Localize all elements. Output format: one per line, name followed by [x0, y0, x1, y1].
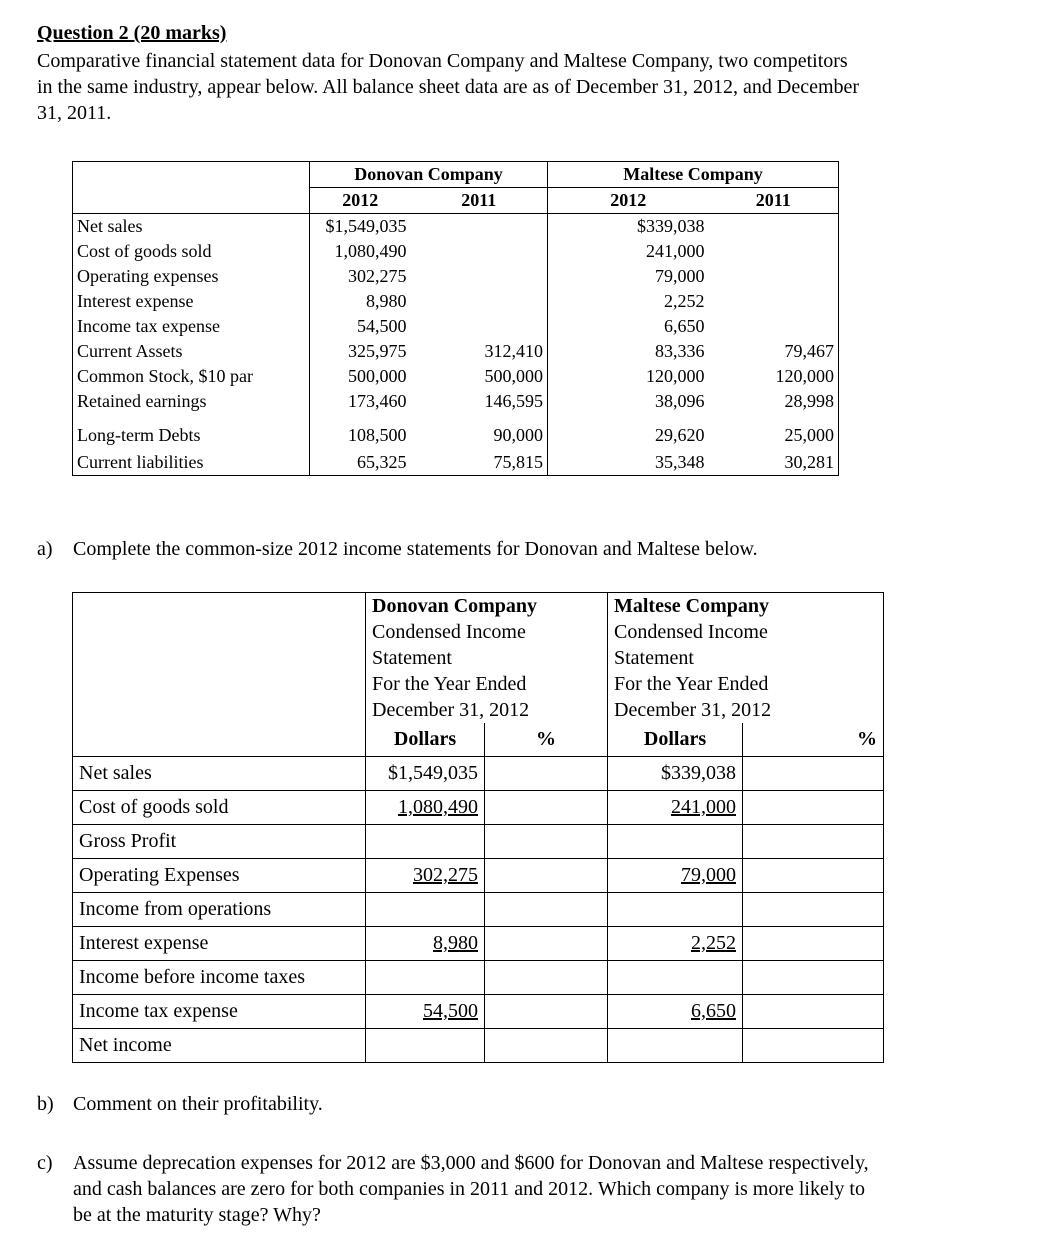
donovan-dollar-value: 54,500: [423, 1000, 478, 1022]
row-label: Long-term Debts: [73, 414, 310, 448]
table-row: [73, 859, 884, 893]
donovan-header-line: December 31, 2012: [372, 699, 530, 721]
table-row: [73, 448, 839, 476]
donovan-2012-value: 8,980: [310, 289, 411, 314]
maltese-2012-value: $339,038: [548, 214, 709, 240]
intro-line: Comparative financial statement data for Donovan Company and Maltese Company, two competitors: [37, 50, 848, 72]
part-b-text: Comment on their profitability.: [73, 1093, 323, 1115]
part-c-label: c): [37, 1152, 53, 1174]
donovan-dollar-value: 8,980: [433, 932, 478, 954]
maltese-2011-value: [709, 239, 839, 264]
donovan-dollars-cell[interactable]: [366, 995, 485, 1029]
donovan-2011-value: 90,000: [493, 425, 543, 445]
maltese-percent-cell[interactable]: [743, 859, 884, 893]
part-b-label: b): [37, 1093, 54, 1115]
donovan-dollars-cell[interactable]: [366, 859, 485, 893]
table-row: [73, 414, 839, 448]
donovan-percent-cell[interactable]: [485, 825, 608, 859]
row-label: Gross Profit: [73, 825, 366, 859]
question-title: Question 2 (20 marks): [37, 22, 227, 44]
table-row: [73, 264, 839, 289]
donovan-2012-value: 173,460: [310, 389, 411, 414]
donovan-dollars-header: Dollars: [366, 723, 485, 757]
table-row: [73, 214, 839, 240]
table-row: [73, 995, 884, 1029]
donovan-dollars-cell[interactable]: [366, 1029, 485, 1063]
maltese-dollar-value: $339,038: [661, 762, 736, 784]
table-row: [73, 339, 839, 364]
table-row: [73, 364, 839, 389]
maltese-2011-value: 30,281: [709, 448, 839, 476]
donovan-percent-cell[interactable]: [485, 791, 608, 825]
table-row: [73, 289, 839, 314]
row-label: Common Stock, $10 par: [73, 364, 310, 389]
maltese-percent-cell[interactable]: [743, 927, 884, 961]
maltese-2011-value: [709, 214, 839, 240]
donovan-dollar-value: 302,275: [413, 864, 478, 886]
table-row: [73, 314, 839, 339]
part-c-question: [37, 1150, 869, 1228]
donovan-2012-value: 1,080,490: [310, 239, 411, 264]
donovan-header: Donovan Company: [310, 162, 548, 188]
row-label: Income from operations: [73, 893, 366, 927]
maltese-header-line: Condensed Income: [614, 621, 768, 643]
table-row: [73, 893, 884, 927]
maltese-header-line: For the Year Ended: [614, 673, 769, 695]
donovan-2011-value: [411, 239, 548, 264]
maltese-dollars-header: Dollars: [608, 723, 743, 757]
part-c-line: and cash balances are zero for both companies in 2011 and 2012. Which company is more likely to: [73, 1178, 865, 1200]
donovan-dollar-value: 1,080,490: [398, 796, 478, 818]
donovan-2012-value: 325,975: [310, 339, 411, 364]
table-row: [73, 239, 839, 264]
part-a-text: Complete the common-size 2012 income statements for Donovan and Maltese below.: [73, 538, 758, 560]
maltese-dollars-cell[interactable]: [608, 961, 743, 995]
row-label: Cost of goods sold: [73, 239, 310, 264]
donovan-percent-cell[interactable]: [485, 961, 608, 995]
donovan-2011-value: [411, 214, 548, 240]
row-label: Interest expense: [73, 289, 310, 314]
intro-line: 31, 2011.: [37, 102, 112, 124]
maltese-dollars-cell[interactable]: [608, 791, 743, 825]
year-header: 2012: [310, 188, 411, 214]
maltese-2012-value: 120,000: [548, 364, 709, 389]
maltese-percent-cell[interactable]: [743, 893, 884, 927]
maltese-header-line: December 31, 2012: [614, 699, 772, 721]
donovan-percent-cell[interactable]: [485, 893, 608, 927]
maltese-dollars-cell[interactable]: [608, 1029, 743, 1063]
donovan-dollars-cell[interactable]: [366, 893, 485, 927]
donovan-name: Donovan Company: [372, 595, 538, 617]
maltese-percent-header: %: [743, 723, 884, 757]
donovan-percent-cell[interactable]: [485, 757, 608, 791]
maltese-2012-value: 241,000: [548, 239, 709, 264]
donovan-statement-header: [366, 593, 608, 724]
maltese-2012-value: 2,252: [548, 289, 709, 314]
table-row: [73, 961, 884, 995]
donovan-2011-value: 500,000: [484, 366, 543, 386]
donovan-header-line: For the Year Ended: [372, 673, 527, 695]
row-label: Operating expenses: [73, 264, 310, 289]
year-header: 2011: [709, 188, 839, 214]
donovan-percent-cell[interactable]: [485, 859, 608, 893]
maltese-dollars-cell[interactable]: [608, 927, 743, 961]
maltese-2012-value: 79,000: [548, 264, 709, 289]
part-c-line: be at the maturity stage? Why?: [73, 1204, 321, 1226]
maltese-2011-value: [709, 264, 839, 289]
maltese-percent-cell[interactable]: [743, 825, 884, 859]
maltese-2012-value: 35,348: [548, 448, 709, 476]
year-header: 2012: [548, 188, 709, 214]
maltese-percent-cell[interactable]: [743, 961, 884, 995]
donovan-2011-value: [411, 289, 548, 314]
row-label: Operating Expenses: [73, 859, 366, 893]
donovan-dollars-cell[interactable]: [366, 791, 485, 825]
maltese-header-line: Statement: [614, 647, 694, 669]
maltese-2011-value: 79,467: [709, 339, 839, 364]
donovan-dollars-cell[interactable]: [366, 961, 485, 995]
donovan-dollars-cell[interactable]: [366, 825, 485, 859]
maltese-name: Maltese Company: [614, 595, 769, 617]
maltese-percent-cell[interactable]: [743, 995, 884, 1029]
row-label: Net sales: [73, 214, 310, 240]
row-label: Cost of goods sold: [73, 791, 366, 825]
row-label: Interest expense: [73, 927, 366, 961]
donovan-2012-value: $1,549,035: [310, 214, 411, 240]
part-a-label: a): [37, 538, 53, 560]
maltese-dollars-cell[interactable]: [608, 893, 743, 927]
intro-line: in the same industry, appear below. All balance sheet data are as of December 31, 2012, and December: [37, 76, 860, 98]
table-row: [73, 927, 884, 961]
maltese-2012-value: 83,336: [548, 339, 709, 364]
table-row: [73, 389, 839, 414]
maltese-header: Maltese Company: [548, 162, 839, 188]
row-label: Net sales: [73, 757, 366, 791]
row-label: Current liabilities: [73, 448, 310, 476]
donovan-percent-cell[interactable]: [485, 927, 608, 961]
donovan-2011-value: 146,595: [484, 391, 543, 411]
part-c-line: Assume deprecation expenses for 2012 are $3,000 and $600 for Donovan and Maltese respectively,: [73, 1152, 869, 1174]
donovan-percent-cell[interactable]: [485, 995, 608, 1029]
donovan-percent-cell[interactable]: [485, 1029, 608, 1063]
table-row: [73, 791, 884, 825]
table-row: [73, 825, 884, 859]
maltese-dollar-value: 6,650: [691, 1000, 736, 1022]
maltese-dollar-value: 79,000: [681, 864, 736, 886]
table-row: [73, 757, 884, 791]
donovan-2012-value: 302,275: [310, 264, 411, 289]
maltese-2011-value: [709, 289, 839, 314]
maltese-percent-cell[interactable]: [743, 757, 884, 791]
donovan-2012-value: 65,325: [310, 448, 411, 476]
donovan-dollars-cell[interactable]: [366, 757, 485, 791]
part-a-question: [37, 538, 758, 561]
maltese-percent-cell[interactable]: [743, 1029, 884, 1063]
income-statement-table: [72, 592, 884, 1063]
donovan-2011-value: 75,815: [411, 448, 548, 476]
row-label: Income before income taxes: [73, 961, 366, 995]
maltese-dollar-value: 241,000: [671, 796, 736, 818]
donovan-2012-value: 108,500: [310, 414, 411, 448]
donovan-2012-value: 500,000: [310, 364, 411, 389]
maltese-statement-header: [608, 593, 884, 724]
maltese-2011-value: 120,000: [709, 364, 839, 389]
maltese-dollars-cell[interactable]: [608, 859, 743, 893]
question-intro: [37, 48, 997, 126]
maltese-dollar-value: 2,252: [691, 932, 736, 954]
donovan-dollar-value: $1,549,035: [388, 762, 478, 784]
year-header: 2011: [411, 188, 548, 214]
maltese-2011-value: 25,000: [709, 414, 839, 448]
maltese-dollars-cell[interactable]: [608, 757, 743, 791]
maltese-dollars-cell[interactable]: [608, 825, 743, 859]
donovan-2012-value: 54,500: [310, 314, 411, 339]
part-b-question: [37, 1093, 323, 1116]
maltese-2011-value: [709, 314, 839, 339]
comparative-data-table: [72, 161, 839, 476]
maltese-percent-cell[interactable]: [743, 791, 884, 825]
donovan-2011-value: 312,410: [484, 341, 543, 361]
donovan-header-line: Condensed Income: [372, 621, 526, 643]
donovan-dollars-cell[interactable]: [366, 927, 485, 961]
donovan-2011-value: [411, 264, 548, 289]
row-label: Net income: [73, 1029, 366, 1063]
maltese-2011-value: 28,998: [709, 389, 839, 414]
maltese-2012-value: 29,620: [548, 414, 709, 448]
maltese-2012-value: 6,650: [548, 314, 709, 339]
row-label: Current Assets: [73, 339, 310, 364]
row-label: Income tax expense: [73, 314, 310, 339]
donovan-header-line: Statement: [372, 647, 452, 669]
row-label: Income tax expense: [73, 995, 366, 1029]
table-row: [73, 1029, 884, 1063]
donovan-2011-value: [411, 314, 548, 339]
maltese-dollars-cell[interactable]: [608, 995, 743, 1029]
row-label: Retained earnings: [73, 389, 310, 414]
maltese-2012-value: 38,096: [548, 389, 709, 414]
donovan-percent-header: %: [485, 723, 608, 757]
